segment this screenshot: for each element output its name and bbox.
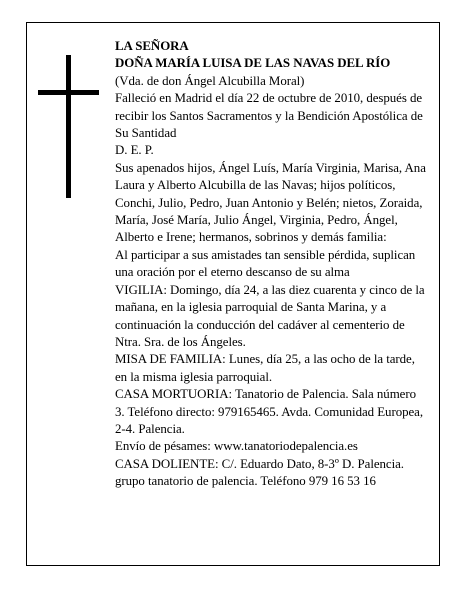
- condolences-info: Envío de pésames: www.tanatoriodepalencia.es: [115, 439, 358, 454]
- obituary-text: [115, 38, 427, 491]
- footer-line: grupo tanatorio de palencia. Teléfono 979 16 53 16: [115, 474, 376, 489]
- cross-horizontal-bar: [38, 90, 99, 95]
- obituary-title: LA SEÑORA: [115, 39, 189, 53]
- funeral-home-info: CASA MORTUORIA: Tanatorio de Palencia. Sala número 3. Teléfono directo: 979165465. Avda. Comunidad Europea, 2-4. Palencia.: [115, 387, 423, 436]
- family-home-info: CASA DOLIENTE: C/. Eduardo Dato, 8-3º D. Palencia.: [115, 456, 404, 471]
- family-mass-info: MISA DE FAMILIA: Lunes, día 25, a las ocho de la tarde, en la misma iglesia parroquial.: [115, 352, 415, 384]
- rip-line: D. E. P.: [115, 143, 154, 158]
- passing-notice: Falleció en Madrid el día 22 de octubre de 2010, después de recibir los Santos Sacramentos y la Bendición Apostólica de Su Santidad: [115, 91, 423, 141]
- family-list: Sus apenados hijos, Ángel Luís, María Virginia, Marisa, Ana Laura y Alberto Alcubilla de las Navas; hijos políticos, Conchi, Julio, Pedro, Juan Antonio y Belén; nietos, Zoraida, María, José María, Julio Ángel, Virginia, Pedro, Ángel, Alberto e Irene; hermanos, sobrinos y demás familia:: [115, 160, 426, 245]
- prayer-request: Al participar a sus amistades tan sensible pérdida, suplican una oración por el eterno descanso de su alma: [115, 247, 416, 280]
- cross-vertical-bar: [66, 55, 71, 198]
- vigil-info: VIGILIA: Domingo, día 24, a las diez cuarenta y cinco de la mañana, en la iglesia parroquial de Santa Marina, y a continuación la conducción del cadáver al cementerio de Ntra. Sra. de los Ángeles.: [115, 282, 425, 349]
- widow-of: (Vda. de don Ángel Alcubilla Moral): [115, 73, 305, 88]
- deceased-name: DOÑA MARÍA LUISA DE LAS NAVAS DEL RÍO: [115, 56, 391, 71]
